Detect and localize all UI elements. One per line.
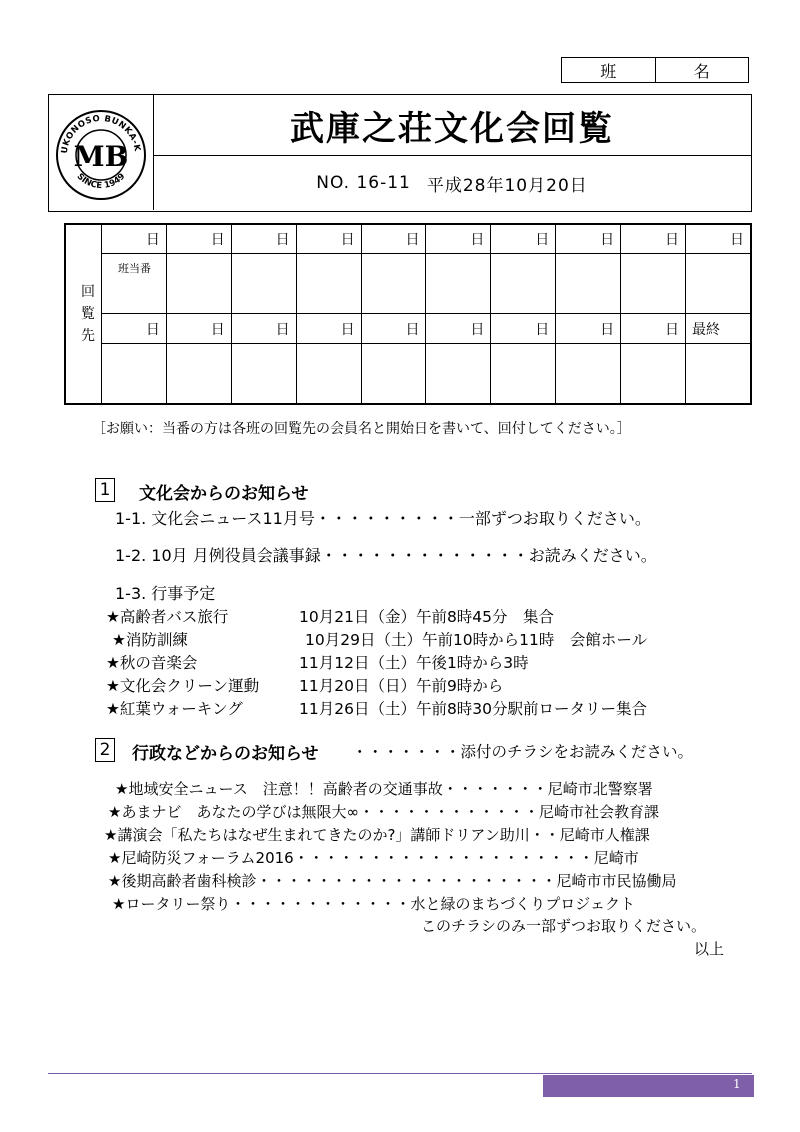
member-cell[interactable] (231, 343, 296, 403)
section-2-title-tail: ・・・・・・・添付のチラシをお読みください。 (352, 743, 694, 761)
issue-row (153, 155, 751, 211)
event-time: 11月20日（日）午前9時から (299, 677, 504, 695)
section-1-title: 文化会からのお知らせ (139, 484, 309, 504)
newsletter-title: 武庫之荘文化会回覧 (290, 108, 614, 149)
member-cell[interactable] (166, 254, 231, 314)
member-cell[interactable] (102, 343, 167, 403)
event-name: ★消防訓練 (112, 631, 188, 649)
date-cell[interactable]: 日 (621, 314, 686, 343)
member-row-2 (66, 343, 751, 403)
date-row-1 (66, 225, 751, 254)
logo-cell (49, 95, 154, 210)
logo-ring-text: UKONOSO BUNKA-K (59, 113, 142, 155)
member-cell[interactable] (621, 254, 686, 314)
member-cell[interactable] (491, 343, 556, 403)
date-cell[interactable]: 日 (491, 314, 556, 343)
circulation-label: 回 覧 先 (66, 225, 102, 404)
date-cell[interactable]: 日 (426, 314, 491, 343)
section-2-title: 行政などからのお知らせ (132, 744, 319, 764)
notice-item: ★尼崎防災フォーラム2016・・・・・・・・・・・・・・・・・・・・尼崎市 (108, 849, 639, 867)
issue-number: NO. 16-11 (316, 173, 411, 193)
date-cell[interactable]: 日 (491, 225, 556, 254)
section-1-item-1: 1-1. 文化会ニュース11月号・・・・・・・・・一部ずつお取りください。 (115, 509, 651, 528)
notice-item: ★後期高齢者歯科検診・・・・・・・・・・・・・・・・・・・・尼崎市市民協働局 (108, 872, 677, 890)
date-row-2 (66, 314, 751, 343)
group-name-box (561, 57, 749, 83)
logo-since-text: SINCE 1949 (74, 171, 128, 192)
notice-item: ★地域安全ニュース 注意！！高齢者の交通事故・・・・・・・尼崎市北警察署 (115, 780, 653, 798)
member-cell[interactable] (686, 254, 751, 314)
last-cell[interactable]: 最終 (686, 314, 751, 343)
event-time: 11月26日（土）午前8時30分駅前ロータリー集合 (299, 700, 648, 718)
notice-item: ★講演会「私たちはなぜ生まれてきたのか?」講師ドリアン助川・・尼崎市人権課 (104, 826, 650, 844)
date-cell[interactable]: 日 (102, 225, 167, 254)
logo-initials: MB (73, 140, 129, 173)
newsletter-header (48, 94, 752, 212)
date-cell[interactable]: 日 (296, 225, 361, 254)
member-cell[interactable] (621, 343, 686, 403)
member-row-1 (66, 254, 751, 314)
member-cell[interactable] (361, 254, 426, 314)
member-cell[interactable] (361, 343, 426, 403)
date-cell[interactable]: 日 (556, 225, 621, 254)
member-cell[interactable] (426, 343, 491, 403)
date-cell[interactable]: 日 (296, 314, 361, 343)
member-cell[interactable] (686, 343, 751, 403)
section-2-number: 2 (95, 738, 115, 762)
request-note: ［お願い：当番の方は各班の回覧先の会員名と開始日を書いて、回付してください。］ (92, 421, 631, 437)
duty-member-cell[interactable]: 班当番 (102, 254, 167, 314)
circulation-table (64, 223, 752, 405)
notice-item: ★ロータリー祭り・・・・・・・・・・・・水と緑のまちづくりプロジェクト (112, 895, 636, 913)
name-label-cell: 名 (655, 58, 749, 82)
date-cell[interactable]: 日 (231, 314, 296, 343)
date-cell[interactable]: 日 (361, 314, 426, 343)
section-1-number: 1 (95, 478, 115, 502)
date-cell[interactable]: 日 (166, 314, 231, 343)
member-cell[interactable] (166, 343, 231, 403)
date-cell[interactable]: 日 (621, 225, 686, 254)
event-time: 10月21日（金）午前8時45分 集合 (299, 608, 555, 626)
member-cell[interactable] (296, 254, 361, 314)
member-cell[interactable] (556, 343, 621, 403)
date-cell[interactable]: 日 (166, 225, 231, 254)
mb-logo (49, 95, 153, 210)
member-cell[interactable] (491, 254, 556, 314)
footer-bar (543, 1075, 754, 1097)
date-cell[interactable]: 日 (686, 225, 751, 254)
member-cell[interactable] (231, 254, 296, 314)
member-cell[interactable] (556, 254, 621, 314)
footer-rule (48, 1073, 752, 1074)
title-row (153, 95, 751, 156)
member-cell[interactable] (426, 254, 491, 314)
notice-item: ★あまナビ あなたの学びは無限大∞・・・・・・・・・・・・尼崎市社会教育課 (108, 803, 659, 821)
section-1-item-3: 1-3. 行事予定 (115, 584, 216, 603)
group-label-cell: 班 (600, 61, 639, 81)
closing-text: 以上 (694, 940, 725, 958)
page-number: 1 (733, 1077, 741, 1091)
flyer-note: このチラシのみ一部ずつお取りください。 (421, 917, 707, 935)
event-name: ★文化会クリーン運動 (106, 677, 260, 695)
date-cell[interactable]: 日 (426, 225, 491, 254)
issue-date: 平成28年10月20日 (426, 175, 588, 196)
event-time: 11月12日（土）午後1時から3時 (299, 654, 529, 672)
section-1-item-2: 1-2. 10月 月例役員会議事録・・・・・・・・・・・・・お読みください。 (115, 546, 657, 565)
date-cell[interactable]: 日 (231, 225, 296, 254)
date-cell[interactable]: 日 (556, 314, 621, 343)
date-cell[interactable]: 日 (102, 314, 167, 343)
member-cell[interactable] (296, 343, 361, 403)
event-name: ★高齢者バス旅行 (106, 608, 229, 626)
event-time: 10月29日（土）午前10時から11時 会館ホール (305, 631, 648, 649)
event-name: ★紅葉ウォーキング (106, 700, 243, 718)
event-name: ★秋の音楽会 (106, 654, 198, 672)
date-cell[interactable]: 日 (361, 225, 426, 254)
